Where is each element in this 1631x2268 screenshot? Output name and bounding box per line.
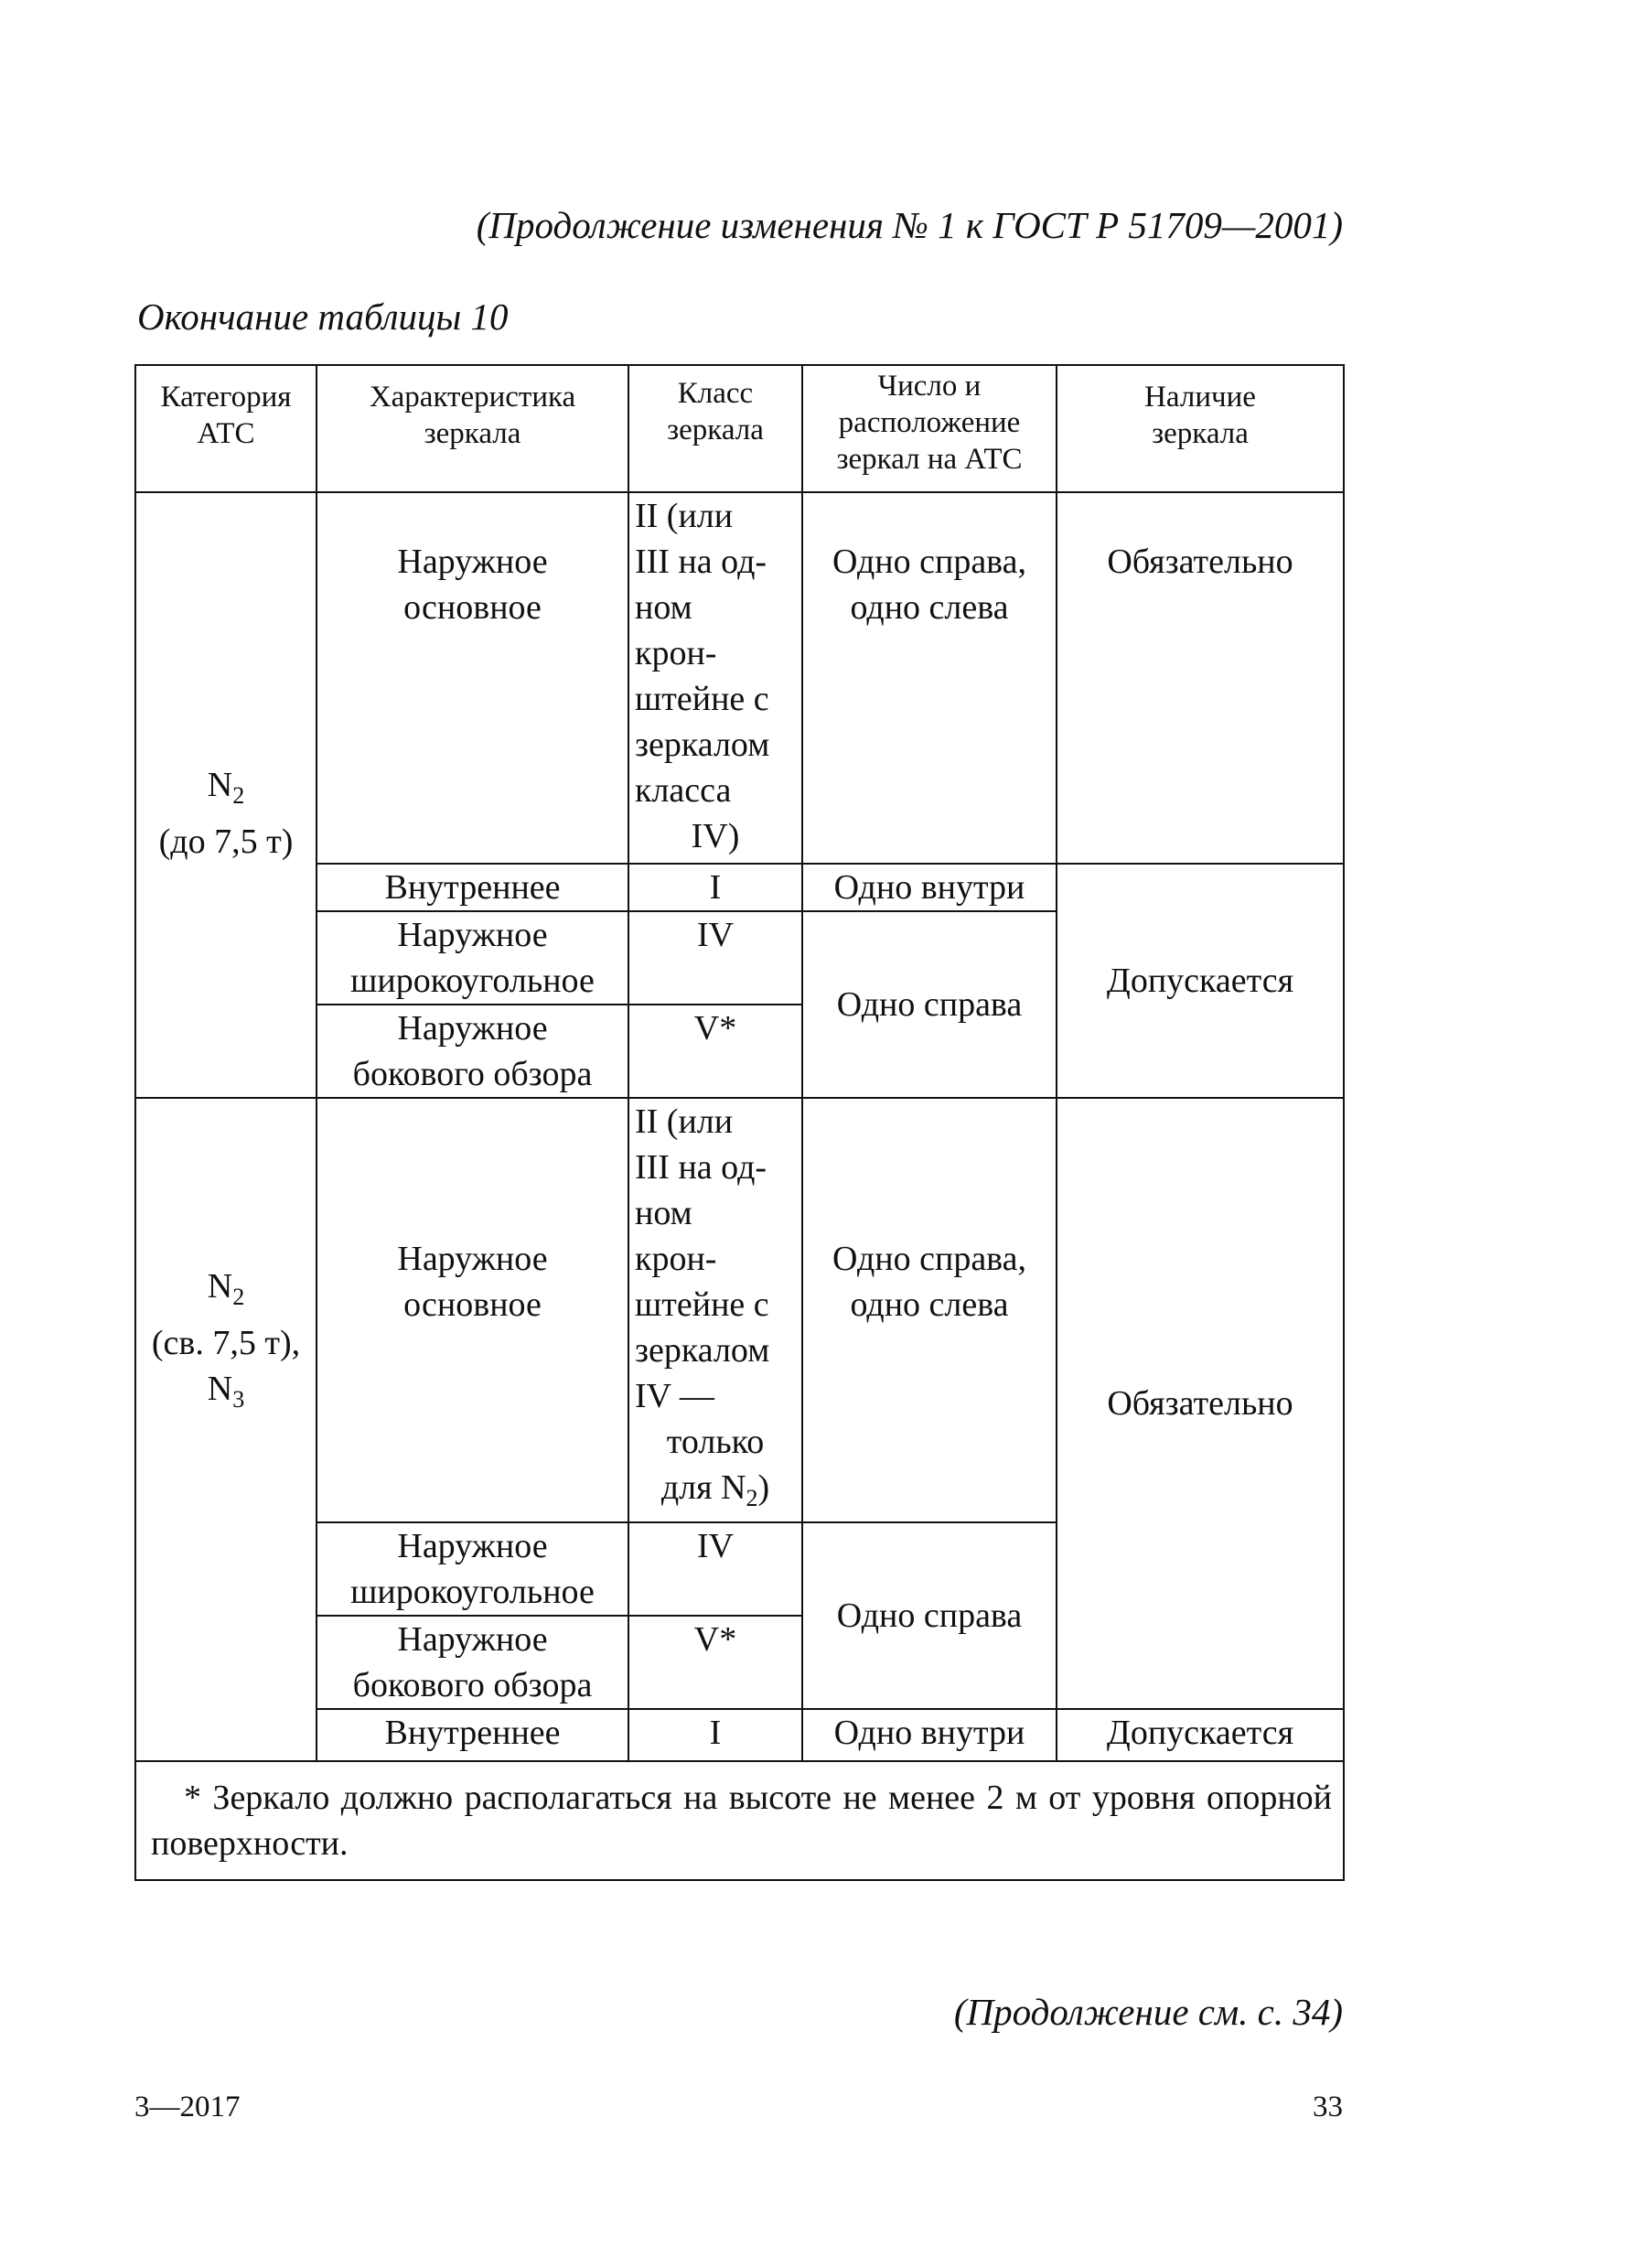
class-cell: V* [628, 1005, 802, 1098]
count-cell: Одно внутри [802, 864, 1057, 911]
class-cell: I [628, 1709, 802, 1761]
header-category: Категория АТС [135, 365, 317, 492]
table-row [135, 864, 1344, 911]
count-cell: Одно справа [802, 1522, 1057, 1709]
continuation-note: (Продолжение см. с. 34) [953, 1991, 1343, 2033]
page-header: (Продолжение изменения № 1 к ГОСТ Р 51709—2001) [476, 204, 1343, 246]
presence-cell: Допускается [1057, 864, 1344, 1098]
header-row [135, 365, 1344, 492]
category-cell: $N_2$ (до 7,5 т) [135, 492, 317, 1098]
footnote-row [135, 1761, 1344, 1880]
presence-cell: Допускается [1057, 1709, 1344, 1761]
issue-number: 3—2017 [134, 2091, 241, 2123]
presence-cell: Обязательно [1057, 1098, 1344, 1709]
table-row [135, 1098, 1344, 1522]
characteristic-cell: Наружное основное [317, 492, 628, 864]
table-footnote: * Зеркало должно располагаться на высоте не менее 2 м от уровня опорной поверхности. [151, 1779, 1332, 1863]
header-characteristic: Характеристика зеркала [317, 365, 628, 492]
header-class: Класс зеркала [628, 365, 802, 492]
count-cell: Одно справа, одно слева [802, 492, 1057, 864]
characteristic-cell: Внутреннее [317, 864, 628, 911]
characteristic-cell: Наружное основное [317, 1098, 628, 1522]
table-row [135, 492, 1344, 864]
characteristic-cell: Наружное бокового обзора [317, 1005, 628, 1098]
header-count: Число и расположение зеркал на АТС [802, 365, 1057, 492]
class-cell: IV [628, 1522, 802, 1616]
count-cell: Одно внутри [802, 1709, 1057, 1761]
table-caption: Окончание таблицы 10 [137, 296, 509, 338]
page-number: 33 [1313, 2091, 1343, 2123]
class-cell: I [628, 864, 802, 911]
category-cell: $N_2$ (св. 7,5 т), $N_3$ [135, 1098, 317, 1761]
class-cell: IV [628, 911, 802, 1005]
mirrors-table [134, 364, 1345, 1881]
characteristic-cell: Внутреннее [317, 1709, 628, 1761]
characteristic-cell: Наружное широкоугольное [317, 911, 628, 1005]
count-cell: Одно справа, одно слева [802, 1098, 1057, 1522]
class-cell: II (или III на од- ном крон- штейне с зеркалом класса IV) [628, 492, 802, 864]
characteristic-cell: Наружное широкоугольное [317, 1522, 628, 1616]
presence-cell: Обязательно [1057, 492, 1344, 864]
table-row [135, 1709, 1344, 1761]
characteristic-cell: Наружное бокового обзора [317, 1616, 628, 1709]
header-presence: Наличие зеркала [1057, 365, 1344, 492]
class-cell: II (или III на од- ном крон- штейне с зеркалом IV — только для $N_2$) [628, 1098, 802, 1522]
count-cell: Одно справа [802, 911, 1057, 1098]
class-cell: V* [628, 1616, 802, 1709]
